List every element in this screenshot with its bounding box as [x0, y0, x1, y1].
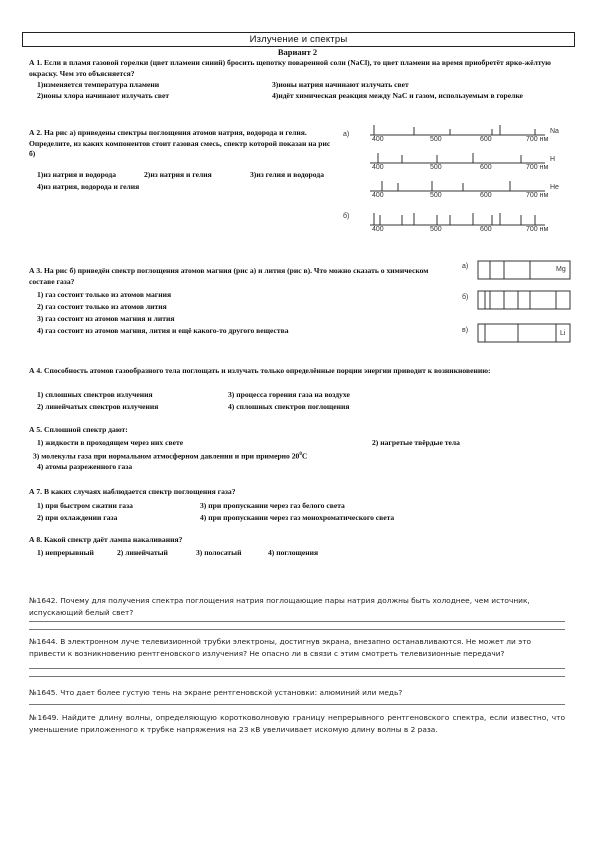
celsius-unit: С	[301, 451, 308, 461]
a1-option-1: 1)изменяется температура пламени	[37, 80, 160, 89]
tick-label: 500	[430, 164, 442, 171]
answer-line	[29, 676, 565, 677]
na-label: Na	[550, 128, 559, 135]
task-1642: №1642. Почему для получения спектра поглощения натрия поглощающие пары натрия должны быть холоднее, чем источник, испускающий белый свет?	[29, 596, 530, 617]
tick-label: 600	[480, 136, 492, 143]
a8-option-1: 1) непрерывный	[37, 548, 94, 557]
a5-option-2: 2) нагретые твёрдые тела	[372, 438, 460, 447]
a8-option-2: 2) линейчатый	[117, 548, 168, 557]
answer-line	[29, 621, 565, 622]
a4-option-3: 3) процесса горения газа на воздухе	[228, 390, 350, 399]
tick-label: 700 нм	[526, 136, 549, 143]
a2-option-2: 2)из натрия и гелия	[144, 170, 212, 179]
a8-option-3: 3) полосатый	[196, 548, 242, 557]
question-a8: А 8. Какой спектр даёт лампа накаливания?	[29, 535, 183, 544]
a4-option-2: 2) линейчатых спектров излучения	[37, 402, 159, 411]
a5-option-4: 4) атомы разреженного газа	[37, 462, 133, 471]
variant-heading: Вариант 2	[277, 47, 318, 57]
tick-label: 700 нм	[526, 164, 549, 171]
tick-label: 400	[372, 164, 384, 171]
question-a5: А 5. Сплошной спектр дают:	[29, 425, 128, 434]
a4-option-1: 1) сплошных спектров излучения	[37, 390, 153, 399]
a5-option-1: 1) жидкости в проходящем через них свете	[37, 438, 184, 447]
figure-b-label: б)	[343, 213, 350, 220]
tick-label: 600	[480, 192, 492, 199]
a2-option-4: 4)из натрия, водорода и гелия	[37, 182, 140, 191]
a1-option-2: 2)ионы хлора начинают излучать свет	[37, 91, 170, 100]
a8-option-4: 4) поглощения	[268, 548, 319, 557]
a3-option-1: 1) газ состоит только из атомов магния	[37, 290, 172, 299]
a1-option-4: 4)идёт химическая реакция между NaC и газом, используемым в горелке	[272, 91, 523, 100]
degree-sup: 0	[299, 452, 302, 457]
a7-option-2: 2) при охлаждении газа	[37, 513, 118, 522]
tick-label: 500	[430, 226, 442, 233]
figure-a-label: а)	[343, 131, 350, 138]
question-a4: А 4. Способность атомов газообразного тела поглощать и излучать только определённые порции энергии приводит к возникновению:	[29, 366, 491, 375]
a5-option-3	[33, 450, 307, 462]
a5-option-3-text: 3) молекулы газа при нормальном атмосферном давлении и при примерно 20	[33, 451, 300, 461]
a3-option-2: 2) газ состоит только из атомов лития	[37, 302, 167, 311]
question-a2: А 2. На рис а) приведены спектры поглощения атомов натрия, водорода и гелия. Определите, из каких компонентов стоит газовая смесь, спектр которой показан на рис б)	[29, 128, 331, 158]
a7-option-3: 3) при пропускании через газ белого света	[200, 501, 345, 510]
figure-c-label: в)	[462, 327, 469, 334]
answer-line	[29, 668, 565, 669]
mg-label: Mg	[556, 266, 566, 273]
question-a3: А 3. На рис б) приведён спектр поглощения атомов магния (рис а) и лития (рис в). Что можно сказать о химическом составе газа?	[29, 266, 429, 286]
task-1645: №1645. Что дает более густую тень на экране рентгеновской установки: алюминий или медь?	[29, 688, 403, 697]
answer-line	[29, 704, 565, 705]
a3-option-3: 3) газ состоит из атомов магния и лития	[37, 314, 175, 323]
tick-label: 600	[480, 164, 492, 171]
figure-b-label: б)	[462, 294, 469, 301]
a2-option-3: 3)из гелия и водорода	[250, 170, 324, 179]
tick-label: 400	[372, 226, 384, 233]
tick-label: 600	[480, 226, 492, 233]
answer-line	[29, 629, 565, 630]
a4-option-4: 4) сплошных спектров поглощения	[228, 402, 350, 411]
a2-option-1: 1)из натрия и водорода	[37, 170, 117, 179]
question-a1: А 1. Если в пламя газовой горелки (цвет пламени синий) бросить щепотку поваренной соли (NaCl), то цвет пламени на время приобретёт ярко-жёлтую окраску. Чем это объясняется?	[29, 58, 551, 78]
task-1649: №1649. Найдите длину волны, определяющую коротковолновую границу непрерывного рентгеновского спектра, если известно, что уменьшение приложенного к трубке напряжения на 23 кВ увеличивает искомую длину волны в 2 раза.	[29, 713, 565, 734]
tick-label: 500	[430, 192, 442, 199]
a1-option-3: 3)ионы натрия начинают излучать свет	[272, 80, 409, 89]
a3-option-4: 4) газ состоит из атомов магния, лития и ещё какого-то другого вещества	[37, 326, 289, 335]
h-label: H	[550, 156, 556, 163]
tick-label: 700 нм	[526, 226, 549, 233]
tick-label: 400	[372, 136, 384, 143]
figure-a-label: а)	[462, 263, 469, 270]
a7-option-1: 1) при быстром сжатии газа	[37, 501, 133, 510]
a7-option-4: 4) при пропускании через газ монохроматического света	[200, 513, 395, 522]
page-title: Излучение и спектры	[22, 32, 575, 47]
tick-label: 700 нм	[526, 192, 549, 199]
task-1644: №1644. В электронном луче телевизионной трубки электроны, достигнув экрана, внезапно останавливаются. Не может ли это привести к возникновению рентгеновского излучения? Не опасно ли в связи с этим смотреть телевизионные передачи?	[29, 637, 532, 658]
li-label: Li	[560, 330, 566, 337]
question-a7: А 7. В каких случаях наблюдается спектр поглощения газа?	[29, 487, 236, 496]
he-label: He	[550, 184, 559, 191]
tick-label: 500	[430, 136, 442, 143]
tick-label: 400	[372, 192, 384, 199]
